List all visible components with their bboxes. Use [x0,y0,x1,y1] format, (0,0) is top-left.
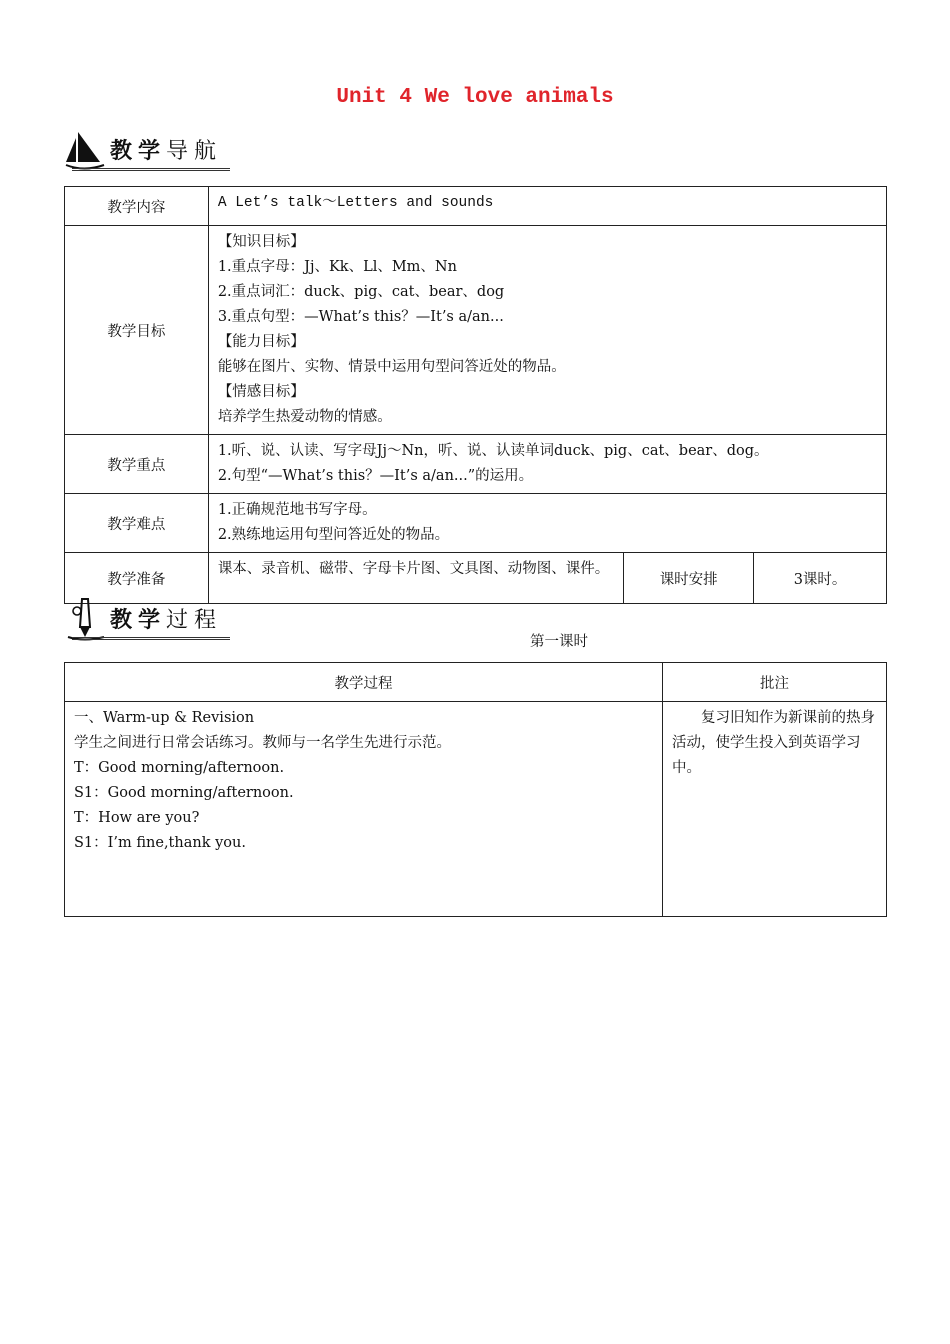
key-points-value [208,435,886,494]
table-row [65,187,887,226]
notes-column-header: 批注 [663,663,887,702]
goal-line: 【情感目标】 [217,384,305,400]
page-title: Unit 4 We love animals [336,86,614,109]
nav-section-heading [64,128,234,174]
process-line: T：Good morning/afternoon. [74,760,285,776]
table-row [65,435,887,494]
content-value: A Let’s talk～Letters and sounds [208,187,886,226]
table-row [65,702,887,917]
process-line: T：How are you? [74,810,200,826]
process-line: S1：Good morning/afternoon. [74,785,294,801]
note-content: 复习旧知作为新课前的热身活动，使学生投入到英语学习中。 [663,702,887,917]
difficulty-value [208,494,886,553]
difficulty-label: 教学难点 [65,494,209,553]
goal-line: 3.重点句型：—What’s this？—It’s a/an... [217,309,504,325]
nav-section-title: 教学导航 [110,139,223,164]
goal-line: 【知识目标】 [217,234,305,250]
table-row [65,553,887,604]
goal-line: 2.重点词汇：duck、pig、cat、bear、dog [217,284,505,300]
goal-line: 【能力目标】 [217,334,305,350]
schedule-label: 课时安排 [624,553,754,604]
lesson-plan-table [64,186,887,604]
key-line: 2.句型“—What’s this？—It’s a/an...”的运用。 [217,468,534,484]
preparation-value: 课本、录音机、磁带、字母卡片图、文具图、动物图、课件。 [208,553,623,604]
teaching-process-table [64,662,887,917]
process-section-title: 教学过程 [110,608,223,633]
content-label: 教学内容 [65,187,209,226]
difficulty-line: 1.正确规范地书写字母。 [217,502,377,518]
goals-value [208,226,886,435]
goal-line: 1.重点字母：Jj、Kk、Ll、Mm、Nn [217,259,457,275]
lesson-number: 第一课时 [530,634,588,650]
goal-line: 能够在图片、实物、情景中运用句型问答近处的物品。 [217,359,566,375]
goals-label: 教学目标 [65,226,209,435]
process-section-heading [64,597,234,643]
key-points-label: 教学重点 [65,435,209,494]
goal-line: 培养学生热爱动物的情感。 [217,409,392,425]
nav-section-rule [72,168,230,171]
difficulty-line: 2.熟练地运用句型问答近处的物品。 [217,527,450,543]
process-column-header: 教学过程 [65,663,663,702]
table-row [65,494,887,553]
process-line: 学生之间进行日常会话练习。教师与一名学生先进行示范。 [74,735,451,751]
table-row [65,663,887,702]
process-line: S1：I’m fine,thank you. [74,835,246,851]
process-content [65,702,663,917]
table-row [65,226,887,435]
key-line: 1.听、说、认读、写字母Jj～Nn，听、说、认读单词duck、pig、cat、bear、dog。 [217,443,769,459]
schedule-value: 3课时。 [754,553,887,604]
process-line: 一、Warm-up & Revision [74,710,255,726]
process-section-rule [72,637,230,640]
preparation-label: 教学准备 [65,553,209,604]
